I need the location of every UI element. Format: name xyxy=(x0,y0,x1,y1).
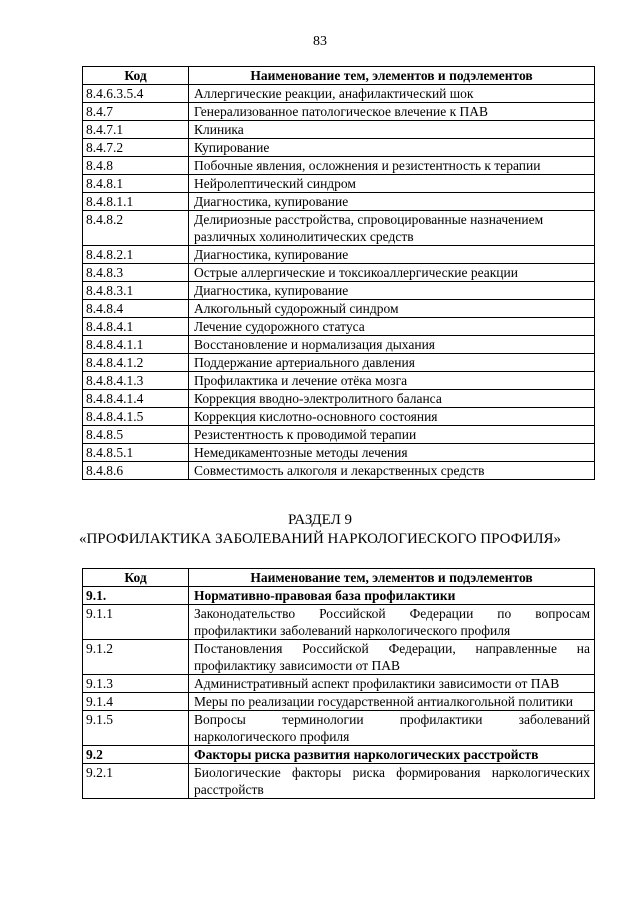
row-code: 8.4.7.1 xyxy=(83,121,189,139)
row-name: Купирование xyxy=(189,139,595,157)
row-name: Восстановление и нормализация дыхания xyxy=(189,336,595,354)
row-code: 8.4.8.2.1 xyxy=(83,246,189,264)
row-code: 9.1.4 xyxy=(83,693,189,711)
table-body xyxy=(83,85,595,480)
row-name: Профилактика и лечение отёка мозга xyxy=(189,372,595,390)
table-row xyxy=(83,175,595,193)
table-row xyxy=(83,300,595,318)
row-name: Административный аспект профилактики зависимости от ПАВ xyxy=(189,675,595,693)
row-name: Нормативно-правовая база профилактики xyxy=(189,587,595,605)
table-row xyxy=(83,336,595,354)
table-row xyxy=(83,462,595,480)
column-header-code: Код xyxy=(83,67,189,85)
row-name: Лечение судорожного статуса xyxy=(189,318,595,336)
table-row xyxy=(83,426,595,444)
column-header-code: Код xyxy=(83,569,189,587)
table-row xyxy=(83,640,595,675)
row-code: 9.1.2 xyxy=(83,640,189,675)
page-number: 83 xyxy=(313,34,327,49)
row-code: 8.4.8.4.1.5 xyxy=(83,408,189,426)
row-code: 8.4.8.1.1 xyxy=(83,193,189,211)
section-number: РАЗДЕЛ 9 xyxy=(287,512,353,528)
table-row xyxy=(83,264,595,282)
topics-table-section-9 xyxy=(82,568,595,799)
row-code: 8.4.8.4 xyxy=(83,300,189,318)
row-code: 8.4.8.4.1.2 xyxy=(83,354,189,372)
row-name: Диагностика, купирование xyxy=(189,193,595,211)
row-code: 8.4.8.2 xyxy=(83,211,189,246)
table-row xyxy=(83,139,595,157)
table-row xyxy=(83,211,595,246)
row-name: Совместимость алкоголя и лекарственных средств xyxy=(189,462,595,480)
row-code: 8.4.8.1 xyxy=(83,175,189,193)
row-name: Поддержание артериального давления xyxy=(189,354,595,372)
table-row xyxy=(83,318,595,336)
table-row xyxy=(83,157,595,175)
table-row xyxy=(83,246,595,264)
table-header-row xyxy=(83,569,595,587)
table-row xyxy=(83,746,595,764)
row-name: Биологические факторы риска формирования наркологических расстройств xyxy=(189,764,595,799)
table-row xyxy=(83,390,595,408)
row-code: 9.2.1 xyxy=(83,764,189,799)
row-code: 9.1. xyxy=(83,587,189,605)
table-row xyxy=(83,764,595,799)
table-row xyxy=(83,282,595,300)
row-name: Немедикаментозные методы лечения xyxy=(189,444,595,462)
table-row xyxy=(83,372,595,390)
row-name: Алкогольный судорожный синдром xyxy=(189,300,595,318)
row-code: 8.4.7.2 xyxy=(83,139,189,157)
table-row xyxy=(83,693,595,711)
row-code: 8.4.8.3.1 xyxy=(83,282,189,300)
row-code: 8.4.8.6 xyxy=(83,462,189,480)
table-row xyxy=(83,408,595,426)
table-row xyxy=(83,85,595,103)
row-name: Нейролептический синдром xyxy=(189,175,595,193)
row-code: 8.4.8.4.1 xyxy=(83,318,189,336)
table-row xyxy=(83,605,595,640)
row-name: Коррекция кислотно-основного состояния xyxy=(189,408,595,426)
table-row xyxy=(83,354,595,372)
row-name: Аллергические реакции, анафилактический шок xyxy=(189,85,595,103)
section-title: «ПРОФИЛАКТИКА ЗАБОЛЕВАНИЙ НАРКОЛОГИЕСКОГО ПРОФИЛЯ» xyxy=(78,531,562,547)
table-row xyxy=(83,711,595,746)
table-row xyxy=(83,121,595,139)
row-name: Резистентность к проводимой терапии xyxy=(189,426,595,444)
row-name: Клиника xyxy=(189,121,595,139)
row-code: 8.4.8 xyxy=(83,157,189,175)
table-row xyxy=(83,103,595,121)
row-code: 9.2 xyxy=(83,746,189,764)
table-header-row xyxy=(83,67,595,85)
row-code: 8.4.7 xyxy=(83,103,189,121)
row-name: Коррекция вводно-электролитного баланса xyxy=(189,390,595,408)
row-code: 9.1.5 xyxy=(83,711,189,746)
row-name: Побочные явления, осложнения и резистентность к терапии xyxy=(189,157,595,175)
row-code: 8.4.8.4.1.1 xyxy=(83,336,189,354)
row-code: 8.4.8.5 xyxy=(83,426,189,444)
row-name: Генерализованное патологическое влечение к ПАВ xyxy=(189,103,595,121)
row-name: Факторы риска развития наркологических расстройств xyxy=(189,746,595,764)
row-code: 9.1.3 xyxy=(83,675,189,693)
row-name: Делириозные расстройства, спровоцированные назначением различных холинолитических средств xyxy=(189,211,595,246)
row-name: Диагностика, купирование xyxy=(189,282,595,300)
table-row xyxy=(83,675,595,693)
table-body xyxy=(83,587,595,799)
row-name: Вопросы терминологии профилактики заболеваний наркологического профиля xyxy=(189,711,595,746)
table-row xyxy=(83,444,595,462)
column-header-name: Наименование тем, элементов и подэлементов xyxy=(189,67,595,85)
table-row xyxy=(83,193,595,211)
row-name: Законодательство Российской Федерации по вопросам профилактики заболеваний наркологического профиля xyxy=(189,605,595,640)
row-code: 8.4.8.4.1.3 xyxy=(83,372,189,390)
row-name: Постановления Российской Федерации, направленные на профилактику зависимости от ПАВ xyxy=(189,640,595,675)
row-name: Меры по реализации государственной антиалкогольной политики xyxy=(189,693,595,711)
row-code: 9.1.1 xyxy=(83,605,189,640)
topics-table-section-8 xyxy=(82,66,595,480)
row-code: 8.4.8.5.1 xyxy=(83,444,189,462)
row-code: 8.4.6.3.5.4 xyxy=(83,85,189,103)
column-header-name: Наименование тем, элементов и подэлементов xyxy=(189,569,595,587)
table-row xyxy=(83,587,595,605)
row-code: 8.4.8.4.1.4 xyxy=(83,390,189,408)
row-name: Диагностика, купирование xyxy=(189,246,595,264)
row-name: Острые аллергические и токсикоаллергические реакции xyxy=(189,264,595,282)
row-code: 8.4.8.3 xyxy=(83,264,189,282)
section-heading xyxy=(0,511,640,549)
